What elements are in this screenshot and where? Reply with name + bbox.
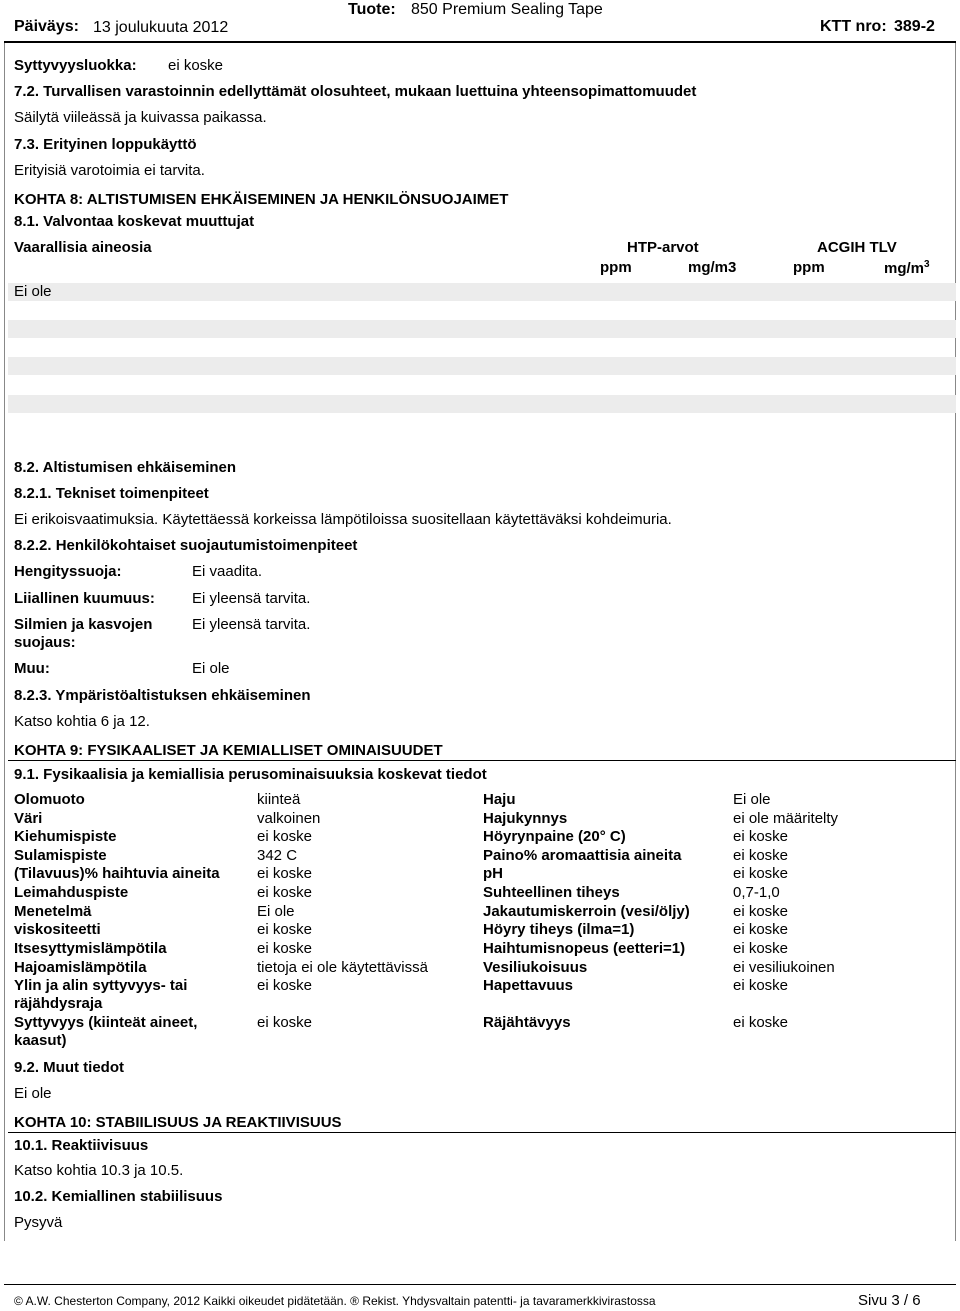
ppe-label: Hengityssuoja: (14, 563, 122, 580)
property-label: Menetelmä (14, 903, 92, 920)
property-label-cont: kaasut) (14, 1032, 67, 1049)
property-value: ei koske (733, 977, 789, 994)
property-label: Höyry tiheys (ilma=1) (483, 921, 635, 938)
ppe-label: Silmien ja kasvojen (14, 616, 153, 633)
section-8-1-title: 8.1. Valvontaa koskevat muuttujat (14, 213, 255, 230)
property-label: Höyrynpaine (20° C) (483, 828, 626, 845)
section-10-2-text: Pysyvä (14, 1214, 63, 1231)
property-label: Hajukynnys (483, 810, 568, 827)
unit-mgm3-acgih: $mg/m^3$ (884, 259, 930, 277)
property-label: Haju (483, 791, 516, 808)
property-label: Itsesyttymislämpötila (14, 940, 167, 957)
property-label: Sulamispiste (14, 847, 107, 864)
footer-copyright: © A.W. Chesterton Company, 2012 Kaikki oikeudet pidätetään. ® Rekist. Yhdysvaltain patentti- ja tavaramerkkivirastossa (14, 1294, 656, 1308)
property-value: ei koske (733, 847, 789, 864)
property-label: Haihtumisnopeus (eetteri=1) (483, 940, 686, 957)
header-rule (4, 41, 956, 43)
property-label: Vesiliukoisuus (483, 959, 588, 976)
property-label: Kiehumispiste (14, 828, 117, 845)
ktt-label: KTT nro: (820, 18, 887, 35)
property-label: pH (483, 865, 503, 882)
property-value: tietoja ei ole käytettävissä (257, 959, 428, 976)
section-8-2-1-title: 8.2.1. Tekniset toimenpiteet (14, 485, 209, 502)
section-8-2-1-text: Ei erikoisvaatimuksia. Käytettäessä korkeissa lämpötiloissa suositellaan käytettäväksi kohdeimuria. (14, 511, 672, 528)
property-label-cont: räjähdysraja (14, 995, 103, 1012)
property-label: Olomuoto (14, 791, 85, 808)
section-10-2-title: 10.2. Kemiallinen stabiilisuus (14, 1188, 223, 1205)
ppe-label-cont: suojaus: (14, 634, 76, 651)
section-8-2-title: 8.2. Altistumisen ehkäiseminen (14, 459, 237, 476)
property-value: 0,7-1,0 (733, 884, 780, 901)
product-value: 850 Premium Sealing Tape (411, 1, 603, 18)
section-8-2-3-text: Katso kohtia 6 ja 12. (14, 713, 150, 730)
section-7-2-title: 7.2. Turvallisen varastoinnin edellyttämät olosuhteet, mukaan luettuina yhteensopimattomuudet (14, 83, 697, 100)
property-value: Ei ole (733, 791, 771, 808)
section-7-2-text: Säilytä viileässä ja kuivassa paikassa. (14, 109, 267, 126)
section-8-title: KOHTA 8: ALTISTUMISEN EHKÄISEMINEN JA HENKILÖNSUOJAIMET (14, 191, 509, 208)
section-7-3-title: 7.3. Erityinen loppukäyttö (14, 136, 197, 153)
col-substances: Vaarallisia aineosia (14, 239, 152, 256)
property-value: ei koske (257, 1014, 313, 1031)
flammability-value: ei koske (168, 57, 224, 74)
ppe-value: Ei vaadita. (192, 563, 263, 580)
section-10-1-text: Katso kohtia 10.3 ja 10.5. (14, 1162, 184, 1179)
ppe-value: Ei yleensä tarvita. (192, 616, 311, 633)
flammability-label: Syttyvyysluokka: (14, 57, 137, 74)
footer-rule (4, 1284, 956, 1285)
section-10-1-title: 10.1. Reaktiivisuus (14, 1137, 149, 1154)
property-value: ei koske (257, 865, 313, 882)
date-label: Päiväys: (14, 18, 79, 35)
property-value: ei ole määritelty (733, 810, 839, 827)
section-7-3-text: Erityisiä varotoimia ei tarvita. (14, 162, 205, 179)
unit-ppm-htp: ppm (600, 259, 632, 276)
col-acgih: ACGIH TLV (817, 239, 897, 256)
section-9-1-title: 9.1. Fysikaalisia ja kemiallisia perusominaisuuksia koskevat tiedot (14, 766, 487, 783)
table-row-substance: Ei ole (14, 283, 52, 300)
ppe-value: Ei ole (192, 660, 230, 677)
property-value: ei koske (257, 828, 313, 845)
left-border (4, 43, 5, 1241)
col-htp: HTP-arvot (627, 239, 699, 256)
property-value: ei koske (257, 884, 313, 901)
property-value: ei koske (733, 921, 789, 938)
table-row-band (8, 320, 956, 338)
table-row-band (8, 357, 956, 375)
ppe-value: Ei yleensä tarvita. (192, 590, 311, 607)
section-9-2-text: Ei ole (14, 1085, 52, 1102)
ktt-value: 389-2 (894, 18, 935, 35)
ppe-label: Liiallinen kuumuus: (14, 590, 155, 607)
property-label: Syttyvyys (kiinteät aineet, (14, 1014, 198, 1031)
property-value: ei vesiliukoinen (733, 959, 835, 976)
table-row-band (8, 283, 956, 301)
property-label: Leimahduspiste (14, 884, 129, 901)
property-value: ei koske (257, 921, 313, 938)
section-9-title: KOHTA 9: FYSIKAALISET JA KEMIALLISET OMINAISUUDET (14, 742, 443, 759)
right-border (955, 43, 956, 1241)
property-value: ei koske (733, 940, 789, 957)
property-value: ei koske (257, 940, 313, 957)
property-label: viskositeetti (14, 921, 101, 938)
section-10-rule (8, 1132, 956, 1133)
section-8-2-2-title: 8.2.2. Henkilökohtaiset suojautumistoimenpiteet (14, 537, 358, 554)
property-label: (Tilavuus)% haihtuvia aineita (14, 865, 220, 882)
property-value: ei koske (733, 828, 789, 845)
property-value: 342 C (257, 847, 298, 864)
section-8-2-3-title: 8.2.3. Ympäristöaltistuksen ehkäiseminen (14, 687, 311, 704)
footer-page-number: Sivu 3 / 6 (858, 1292, 921, 1309)
property-label: Räjähtävyys (483, 1014, 571, 1031)
property-label: Väri (14, 810, 43, 827)
property-value: ei koske (733, 1014, 789, 1031)
table-row-band (8, 395, 956, 413)
property-label: Ylin ja alin syttyvyys- tai (14, 977, 188, 994)
unit-mgm3-htp: mg/m3 (688, 259, 737, 276)
section-9-rule (8, 760, 956, 761)
property-label: Suhteellinen tiheys (483, 884, 620, 901)
property-value: ei koske (733, 865, 789, 882)
unit-ppm-acgih: ppm (793, 259, 825, 276)
property-label: Jakautumiskerroin (vesi/öljy) (483, 903, 690, 920)
property-label: Paino% aromaattisia aineita (483, 847, 682, 864)
ppe-label: Muu: (14, 660, 50, 677)
product-label: Tuote: (348, 1, 396, 18)
section-10-title: KOHTA 10: STABIILISUUS JA REAKTIIVISUUS (14, 1114, 342, 1131)
property-label: Hapettavuus (483, 977, 574, 994)
property-value: ei koske (257, 977, 313, 994)
property-value: kiinteä (257, 791, 301, 808)
section-9-2-title: 9.2. Muut tiedot (14, 1059, 124, 1076)
property-value: valkoinen (257, 810, 321, 827)
property-label: Hajoamislämpötila (14, 959, 147, 976)
date-value: 13 joulukuuta 2012 (93, 19, 229, 36)
property-value: Ei ole (257, 903, 295, 920)
property-value: ei koske (733, 903, 789, 920)
